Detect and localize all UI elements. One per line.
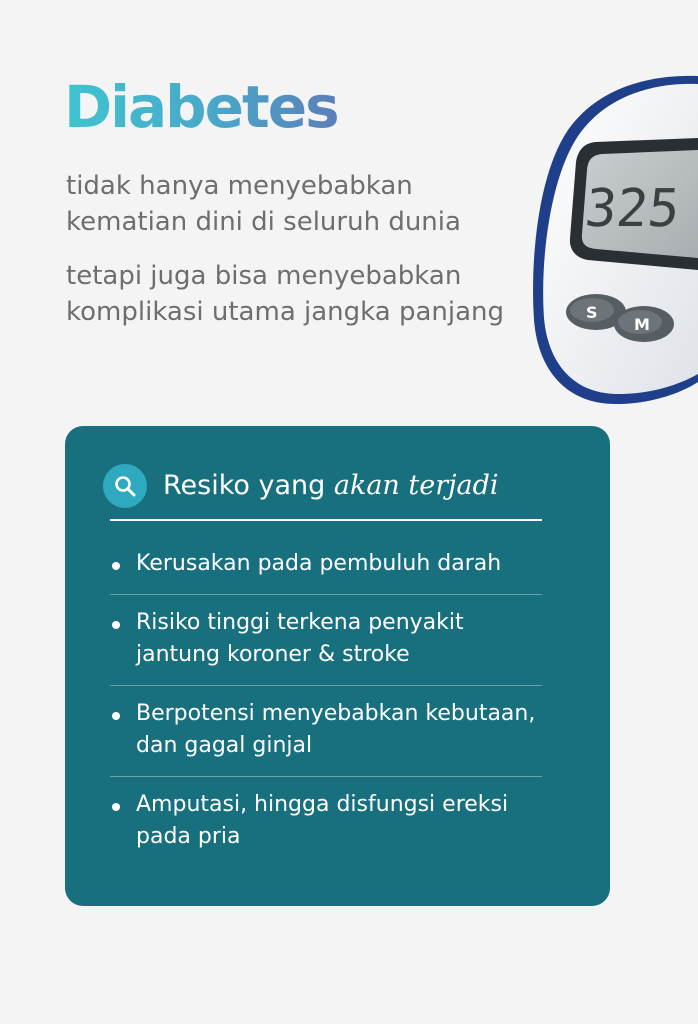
bullet-icon [112, 803, 120, 811]
list-item [110, 686, 542, 777]
risk-card-title-italic: akan terjadi [333, 470, 499, 501]
intro-paragraph: tidak hanya menyebabkan kematian dini di seluruh dunia [66, 171, 461, 237]
meter-display-reading: 325 [582, 179, 683, 239]
list-item [110, 595, 542, 686]
bullet-icon [112, 712, 120, 720]
search-icon [103, 464, 147, 508]
bullet-icon [112, 621, 120, 629]
bullet-icon [112, 562, 120, 570]
list-item-text: Berpotensi menyebabkan kebutaan, dan gagal ginjal [136, 701, 536, 758]
list-item [110, 777, 542, 867]
secondary-paragraph: tetapi juga bisa menyebabkan komplikasi utama jangka panjang [66, 261, 505, 327]
risk-card-title [163, 468, 499, 504]
list-item-text: Amputasi, hingga disfungsi ereksi pada pria [136, 792, 509, 849]
risk-card-header [103, 464, 543, 508]
risk-list [110, 536, 542, 867]
header-divider [110, 519, 542, 521]
page-title: Diabetes [64, 73, 338, 141]
meter-button-s-label: S [586, 303, 598, 322]
list-item [110, 536, 542, 595]
meter-button-m-label: M [634, 315, 650, 334]
glucose-meter-image [526, 70, 698, 410]
list-item-text: Risiko tinggi terkena penyakit jantung koroner & stroke [136, 610, 464, 667]
list-item-text: Kerusakan pada pembuluh darah [136, 551, 502, 576]
risk-card [65, 426, 610, 906]
risk-card-title-regular: Resiko yang [163, 470, 334, 501]
